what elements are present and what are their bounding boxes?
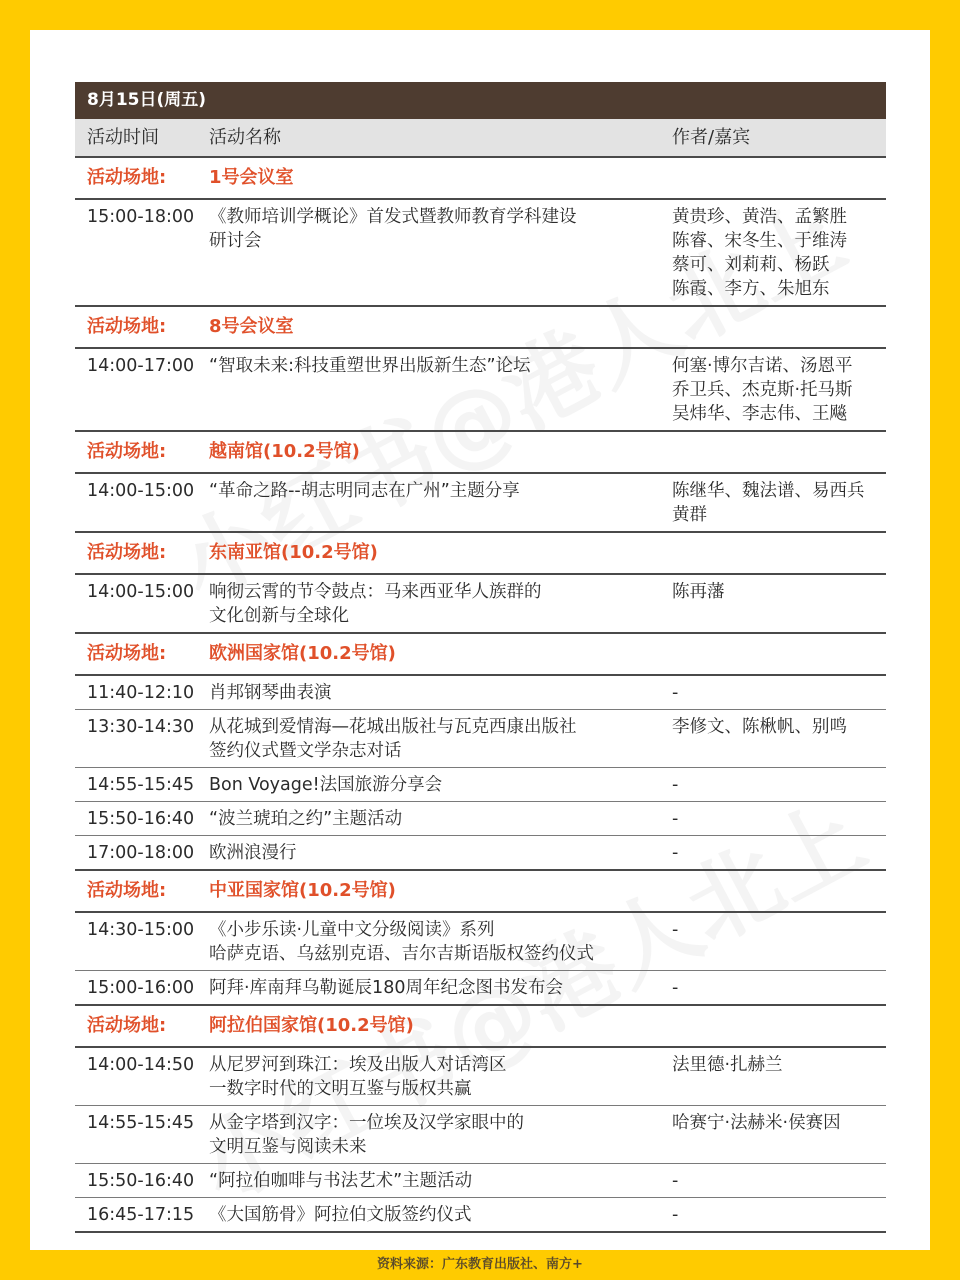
- event-guests: [672, 681, 886, 705]
- event-row: [75, 200, 886, 307]
- event-row: [75, 802, 886, 836]
- event-guest-line: 李修文、陈楸帆、别鸣: [672, 717, 847, 737]
- event-time: 14:00-15:00: [87, 582, 195, 602]
- date-header: 8月15日(周五): [75, 82, 886, 119]
- column-header-row: [75, 119, 886, 158]
- event-time: 15:50-16:40: [87, 1171, 195, 1191]
- column-time: 活动时间: [87, 127, 159, 148]
- event-name: [209, 1053, 659, 1101]
- event-name-line: 一数字时代的文明互鉴与版权共赢: [209, 1079, 472, 1099]
- event-guests: [672, 1203, 886, 1227]
- event-time: 15:00-16:00: [87, 978, 195, 998]
- event-name-line: 哈萨克语、乌兹别克语、吉尔吉斯语版权签约仪式: [209, 944, 594, 964]
- venue-name: 东南亚馆(10.2号馆): [209, 542, 378, 563]
- event-guest-line: 乔卫兵、杰克斯·托马斯: [672, 380, 853, 400]
- venue-name: 越南馆(10.2号馆): [209, 441, 360, 462]
- event-row: [75, 1198, 886, 1233]
- event-name: [209, 773, 659, 797]
- event-guest-line: -: [672, 843, 679, 863]
- event-time: 11:40-12:10: [87, 683, 195, 703]
- event-name-line: 研讨会: [209, 231, 262, 251]
- venue-label: 活动场地:: [87, 643, 167, 664]
- event-name-line: 《教师培训学概论》首发式暨教师教育学科建设: [209, 207, 577, 227]
- event-guest-line: -: [672, 683, 679, 703]
- venue-name: 8号会议室: [209, 316, 294, 337]
- column-name: 活动名称: [209, 127, 281, 148]
- event-guests: [672, 807, 886, 831]
- venue-row: [75, 871, 886, 913]
- event-name: [209, 1111, 659, 1159]
- venue-name: 阿拉伯国家馆(10.2号馆): [209, 1015, 414, 1036]
- event-guest-line: 法里德·扎赫兰: [672, 1055, 783, 1075]
- schedule-card: [30, 30, 930, 1250]
- venue-label: 活动场地:: [87, 880, 167, 901]
- event-guest-line: -: [672, 920, 679, 940]
- event-guest-line: 陈霞、李方、朱旭东: [672, 279, 830, 299]
- event-guest-line: 黄贵珍、黄浩、孟繁胜: [672, 207, 847, 227]
- event-name-line: 阿拜·库南拜乌勒诞辰180周年纪念图书发布会: [209, 978, 563, 998]
- event-name: [209, 976, 659, 1000]
- event-time: 14:00-17:00: [87, 356, 195, 376]
- event-name-line: 从尼罗河到珠江：埃及出版人对话湾区: [209, 1055, 507, 1075]
- event-time: 14:00-15:00: [87, 481, 195, 501]
- event-guest-line: -: [672, 809, 679, 829]
- event-row: [75, 836, 886, 871]
- event-guests: [672, 1169, 886, 1193]
- event-name: [209, 1169, 659, 1193]
- event-name-line: 文化创新与全球化: [209, 606, 349, 626]
- event-name-line: 响彻云霄的节令鼓点：马来西亚华人族群的: [209, 582, 542, 602]
- event-guests: [672, 773, 886, 797]
- venue-label: 活动场地:: [87, 1015, 167, 1036]
- event-time: 14:55-15:45: [87, 1113, 195, 1133]
- venue-label: 活动场地:: [87, 167, 167, 188]
- event-guests: [672, 841, 886, 865]
- event-guests: [672, 479, 886, 527]
- event-guest-line: 陈再藩: [672, 582, 725, 602]
- event-name-line: “智取未来:科技重塑世界出版新生态”论坛: [209, 356, 531, 376]
- event-name-line: 从金字塔到汉字：一位埃及汉学家眼中的: [209, 1113, 524, 1133]
- event-name-line: 文明互鉴与阅读未来: [209, 1137, 367, 1157]
- event-time: 13:30-14:30: [87, 717, 195, 737]
- event-guest-line: -: [672, 978, 679, 998]
- event-name: [209, 1203, 659, 1227]
- event-row: [75, 474, 886, 533]
- event-guest-line: 吴炜华、李志伟、王飚: [672, 404, 847, 424]
- venue-row: [75, 1006, 886, 1048]
- event-time: 14:00-14:50: [87, 1055, 195, 1075]
- event-name-line: “阿拉伯咖啡与书法艺术”主题活动: [209, 1171, 473, 1191]
- event-name-line: 《大国筋骨》阿拉伯文版签约仪式: [209, 1205, 472, 1225]
- event-name-line: 欧洲浪漫行: [209, 843, 297, 863]
- event-name: [209, 681, 659, 705]
- schedule-table: [75, 82, 886, 1233]
- event-name: [209, 580, 659, 628]
- event-guests: [672, 715, 886, 739]
- event-guest-line: -: [672, 775, 679, 795]
- event-name-line: Bon Voyage!法国旅游分享会: [209, 775, 443, 795]
- event-row: [75, 913, 886, 971]
- event-guests: [672, 1053, 886, 1077]
- venue-label: 活动场地:: [87, 542, 167, 563]
- event-row: [75, 1106, 886, 1164]
- event-name: [209, 807, 659, 831]
- event-time: 14:30-15:00: [87, 920, 195, 940]
- event-row: [75, 676, 886, 710]
- venue-name: 中亚国家馆(10.2号馆): [209, 880, 396, 901]
- event-guest-line: 陈继华、魏法谱、易西兵: [672, 481, 865, 501]
- event-guest-line: 哈赛宁·法赫米·侯赛因: [672, 1113, 841, 1133]
- venue-row: [75, 533, 886, 575]
- event-name: [209, 918, 659, 966]
- event-guests: [672, 1111, 886, 1135]
- event-name-line: 《小步乐读·儿童中文分级阅读》系列: [209, 920, 495, 940]
- venue-row: [75, 634, 886, 676]
- event-time: 16:45-17:15: [87, 1205, 195, 1225]
- event-guest-line: -: [672, 1205, 679, 1225]
- event-name-line: 签约仪式暨文学杂志对话: [209, 741, 402, 761]
- event-row: [75, 971, 886, 1006]
- event-row: [75, 1164, 886, 1198]
- event-guest-line: 何塞·博尔吉诺、汤恩平: [672, 356, 853, 376]
- event-row: [75, 349, 886, 432]
- venue-label: 活动场地:: [87, 316, 167, 337]
- event-row: [75, 1048, 886, 1106]
- venue-label: 活动场地:: [87, 441, 167, 462]
- event-guests: [672, 918, 886, 942]
- event-time: 15:50-16:40: [87, 809, 195, 829]
- event-guests: [672, 580, 886, 604]
- venue-row: [75, 158, 886, 200]
- source-footer: 资料来源：广东教育出版社、南方+: [377, 1257, 583, 1272]
- column-guest: 作者/嘉宾: [672, 127, 751, 148]
- event-name-line: 从花城到爱情海—花城出版社与瓦克西康出版社: [209, 717, 577, 737]
- event-guest-line: 蔡可、刘莉莉、杨跃: [672, 255, 830, 275]
- venue-name: 欧洲国家馆(10.2号馆): [209, 643, 396, 664]
- event-name: [209, 479, 659, 503]
- event-time: 15:00-18:00: [87, 207, 195, 227]
- event-guests: [672, 205, 886, 301]
- event-name-line: 肖邦钢琴曲表演: [209, 683, 332, 703]
- event-time: 17:00-18:00: [87, 843, 195, 863]
- event-guest-line: 黄群: [672, 505, 707, 525]
- event-guest-line: -: [672, 1171, 679, 1191]
- event-guests: [672, 976, 886, 1000]
- event-name: [209, 841, 659, 865]
- event-name: [209, 205, 659, 253]
- event-row: [75, 710, 886, 768]
- event-guests: [672, 354, 886, 426]
- event-name-line: “波兰琥珀之约”主题活动: [209, 809, 403, 829]
- event-guest-line: 陈睿、宋冬生、于维涛: [672, 231, 847, 251]
- event-row: [75, 768, 886, 802]
- venue-row: [75, 307, 886, 349]
- event-name-line: “革命之路--胡志明同志在广州”主题分享: [209, 481, 520, 501]
- event-name: [209, 354, 659, 378]
- event-row: [75, 575, 886, 634]
- event-time: 14:55-15:45: [87, 775, 195, 795]
- venue-name: 1号会议室: [209, 167, 294, 188]
- venue-row: [75, 432, 886, 474]
- schedule-body: [75, 158, 886, 1233]
- event-name: [209, 715, 659, 763]
